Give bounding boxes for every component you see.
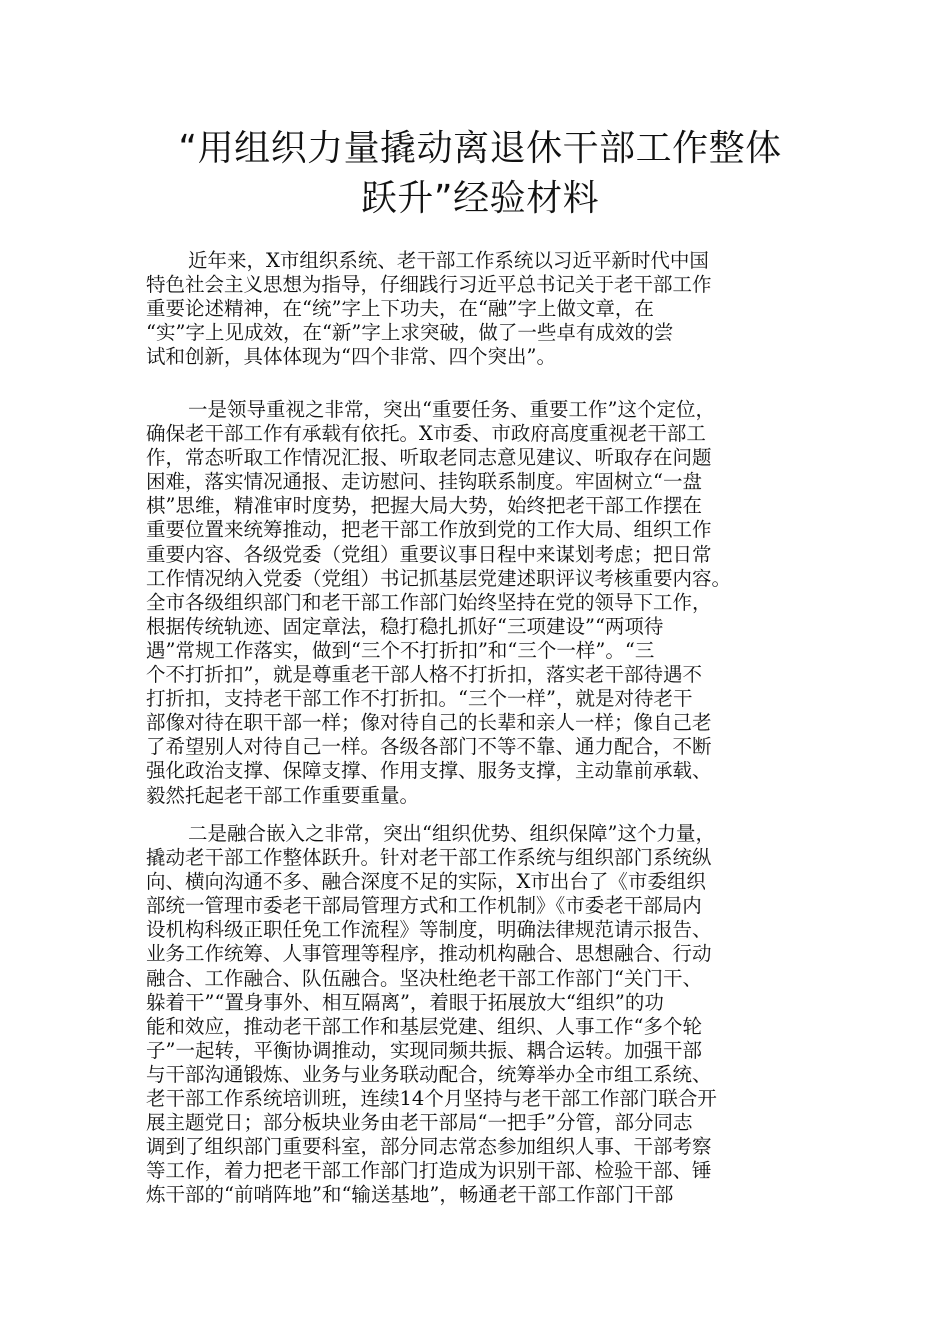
text-line: 个不打折扣”，就是尊重老干部人格不打折扣，落实老干部待遇不 — [146, 663, 702, 687]
text-line: 部统一管理市委老干部局管理方式和工作机制》《市委老干部局内 — [146, 894, 702, 918]
text-line: 特色社会主义思想为指导，仔细践行习近平总书记关于老干部工作 — [146, 273, 712, 297]
text-line: 确保老干部工作有承载有依托。X市委、市政府高度重视老干部工 — [146, 422, 706, 446]
text-line: 二是融合嵌入之非常，突出“组织优势、组织保障”这个力量， — [188, 822, 715, 845]
text-line: 重要内容、各级党委（党组）重要议事日程中来谋划考虑；把日常 — [146, 542, 712, 566]
text-line: 试和创新，具体体现为“四个非常、四个突出”。 — [146, 345, 556, 369]
text-line: 与干部沟通锻炼、业务与业务联动配合，统筹举办全市组工系统、 — [146, 1062, 712, 1086]
text-line: 躲着干”“置身事外、相互隔离”，着眼于拓展放大“组织”的功 — [146, 990, 664, 1014]
text-line: 打折扣，支持老干部工作不打折扣。“三个一样”，就是对待老干 — [146, 687, 693, 711]
text-line: “实”字上见成效，在“新”字上求突破，做了一些卓有成效的尝 — [146, 321, 674, 345]
paragraph-integration — [146, 822, 806, 1208]
text-line: 一是领导重视之非常，突出“重要任务、重要工作”这个定位， — [188, 398, 715, 421]
text-line: 老干部工作系统培训班，连续14个月坚持与老干部工作部门联合开 — [146, 1087, 717, 1111]
text-line: 全市各级组织部门和老干部工作部门始终坚持在党的领导下工作， — [146, 590, 712, 614]
text-line: 展主题党日；部分板块业务由老干部局“一把手”分管，部分同志 — [146, 1111, 693, 1135]
title-line: “用组织力量撬动离退休干部工作整体 — [178, 128, 782, 169]
text-line: 业务工作统筹、人事管理等程序，推动机构融合、思想融合、行动 — [146, 942, 712, 966]
text-line: 作，常态听取工作情况汇报、听取老同志意见建议、听取存在问题 — [146, 446, 712, 470]
text-line: 融合、工作融合、队伍融合。坚决杜绝老干部工作部门“关门干、 — [146, 966, 702, 990]
document-title — [100, 124, 860, 224]
text-line: 子”一起转，平衡协调推动，实现同频共振、耦合运转。加强干部 — [146, 1038, 702, 1062]
text-line: 向、横向沟通不多、融合深度不足的实际，X市出台了《市委组织 — [146, 870, 706, 894]
text-line: 能和效应，推动老干部工作和基层党建、组织、人事工作“多个轮 — [146, 1014, 702, 1038]
text-line: 棋”思维，精准审时度势，把握大局大势，始终把老干部工作摆在 — [146, 494, 702, 518]
text-line: 重要论述精神，在“统”字上下功夫，在“融”字上做文章，在 — [146, 297, 654, 321]
text-line: 强化政治支撑、保障支撑、作用支撑、服务支撑，主动靠前承载、 — [146, 759, 712, 783]
text-line: 遇”常规工作落实，做到“三个不打折扣”和“三个一样”。“三 — [146, 638, 655, 662]
text-line: 撬动老干部工作整体跃升。针对老干部工作系统与组织部门系统纵 — [146, 846, 712, 870]
title-line: 跃升”经验材料 — [360, 178, 600, 219]
text-line: 炼干部的“前哨阵地”和“输送基地”，畅通老干部工作部门干部 — [146, 1183, 674, 1207]
paragraph-intro — [146, 249, 806, 369]
text-line: 等工作，着力把老干部工作部门打造成为识别干部、检验干部、锤 — [146, 1159, 712, 1183]
text-line: 困难，落实情况通报、走访慰问、挂钩联系制度。牢固树立“一盘 — [146, 470, 702, 494]
text-line: 调到了组织部门重要科室，部分同志常态参加组织人事、干部考察 — [146, 1135, 712, 1159]
text-line: 根据传统轨迹、固定章法，稳打稳扎抓好“三项建设”“两项待 — [146, 614, 664, 638]
text-line: 重要位置来统筹推动，把老干部工作放到党的工作大局、组织工作 — [146, 518, 712, 542]
paragraph-leadership — [146, 398, 806, 808]
text-line: 工作情况纳入党委（党组）书记抓基层党建述职评议考核重要内容。 — [146, 566, 732, 590]
text-line: 毅然托起老干部工作重要重量。 — [146, 783, 420, 807]
text-line: 近年来，X市组织系统、老干部工作系统以习近平新时代中国 — [188, 249, 709, 272]
text-line: 设机构科级正职任免工作流程》等制度，明确法律规范请示报告、 — [146, 918, 712, 942]
text-line: 部像对待在职干部一样；像对待自己的长辈和亲人一样；像自己老 — [146, 711, 712, 735]
text-line: 了希望别人对待自己一样。各级各部门不等不靠、通力配合，不断 — [146, 735, 712, 759]
